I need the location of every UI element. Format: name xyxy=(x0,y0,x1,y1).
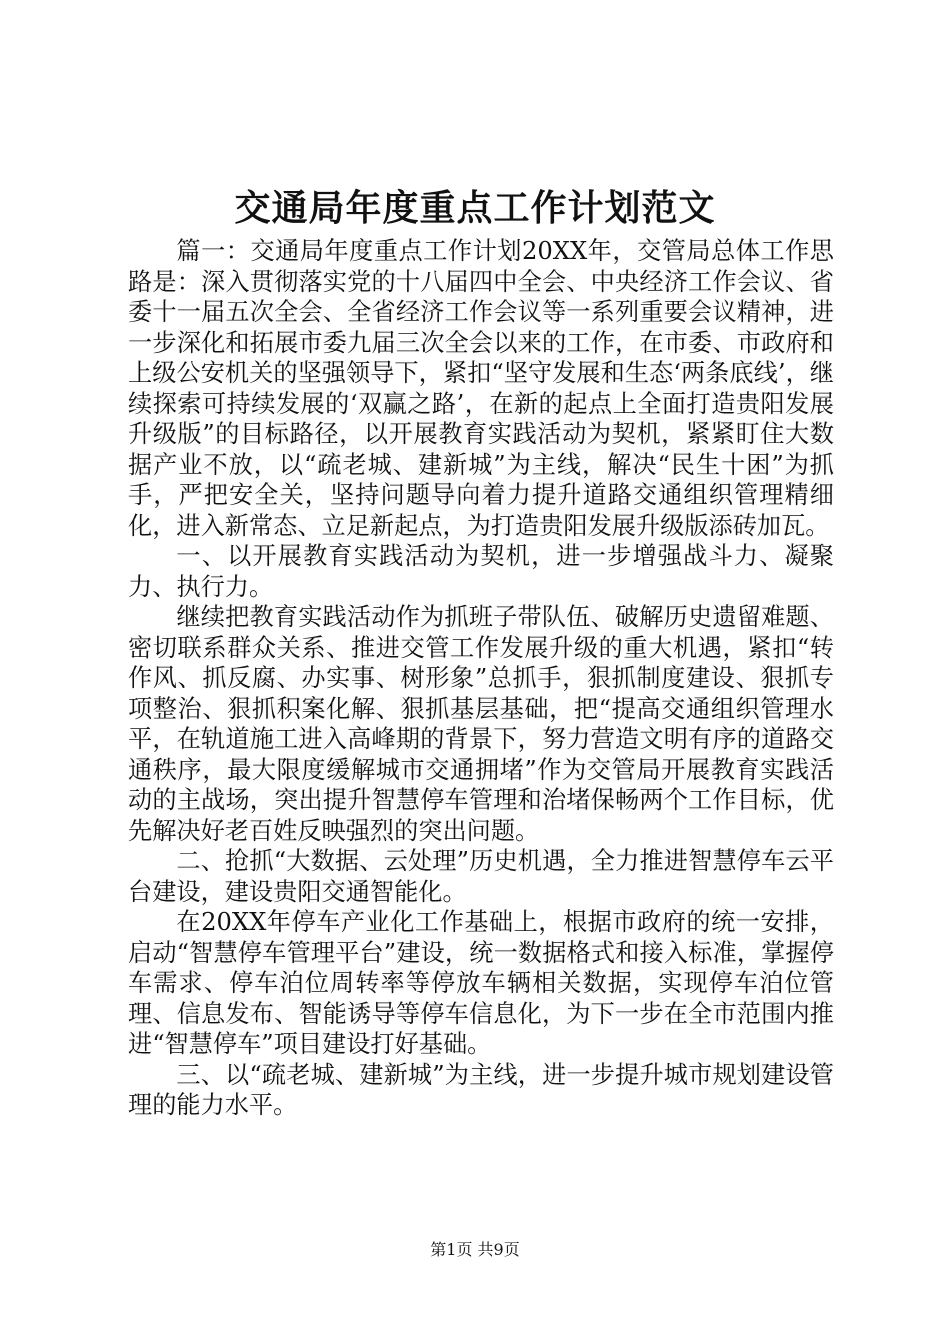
section-heading-1: 一、以开展教育实践活动为契机，进一步增强战斗力、凝聚力、执行力。 xyxy=(128,542,834,601)
document-body xyxy=(128,236,834,1121)
section-heading-2: 二、抢抓“大数据、云处理”历史机遇，全力推进智慧停车云平台建设，建设贵阳交通智能化。 xyxy=(128,847,834,906)
page-number-footer: 第1页 共9页 xyxy=(430,1240,520,1259)
paragraph-section-2: 在20XX年停车产业化工作基础上，根据市政府的统一安排，启动“智慧停车管理平台”建设，统一数据格式和接入标准，掌握停车需求、停车泊位周转率等停放车辆相关数据，实现停车泊位管理、信息发布、智能诱导等停车信息化，为下一步在全市范围内推进“智慧停车”项目建设打好基础。 xyxy=(128,908,834,1058)
paragraph-intro: 篇一：交通局年度重点工作计划20XX年，交管局总体工作思路是：深入贯彻落实党的十八届四中全会、中央经济工作会议、省委十一届五次全会、全省经济工作会议等一系列重要会议精神，进一步深化和拓展市委九届三次全会以来的工作，在市委、市政府和上级公安机关的坚强领导下，紧扣“坚守发展和生态‘两条底线’，继续探索可持续发展的‘双赢之路’，在新的起点上全面打造贵阳发展升级版”的目标路径，以开展教育实践活动为契机，紧紧盯住大数据产业不放，以“疏老城、建新城”为主线，解决“民生十困”为抓手，严把安全关，坚持问题导向着力提升道路交通组织管理精细化，进入新常态、立足新起点，为打造贵阳发展升级版添砖加瓦。 xyxy=(128,237,834,540)
document-title: 交通局年度重点工作计划范文 xyxy=(234,187,716,229)
section-heading-3: 三、以“疏老城、建新城”为主线，进一步提升城市规划建设管理的能力水平。 xyxy=(128,1060,834,1119)
paragraph-section-1: 继续把教育实践活动作为抓班子带队伍、破解历史遗留难题、密切联系群众关系、推进交管工作发展升级的重大机遇，紧扣“转作风、抓反腐、办实事、树形象”总抓手，狠抓制度建设、狠抓专项整治、狠抓积案化解、狠抓基层基础，把“提高交通组织管理水平，在轨道施工进入高峰期的背景下，努力营造文明有序的道路交通秩序，最大限度缓解城市交通拥堵”作为交管局开展教育实践活动的主战场，突出提升智慧停车管理和治堵保畅两个工作目标，优先解决好老百姓反映强烈的突出问题。 xyxy=(128,603,834,845)
